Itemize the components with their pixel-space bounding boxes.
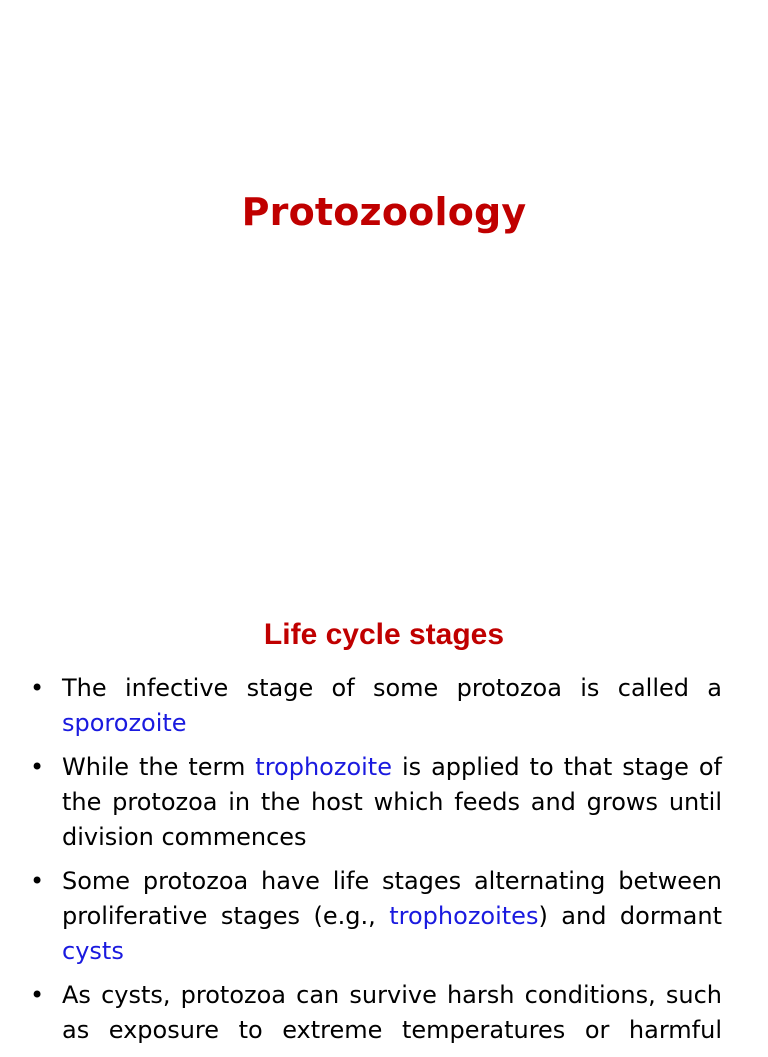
- bullet-text: Some protozoa have life stages alternating between proliferative stages (e.g.,: [62, 867, 722, 930]
- bullet-list: [30, 671, 722, 1057]
- bullet-text: The infective stage of some protozoa is called a: [62, 674, 722, 702]
- term-trophozoite: trophozoite: [255, 753, 392, 781]
- term-trophozoites: trophozoites: [389, 902, 539, 930]
- bullet-text: While the term: [62, 753, 256, 781]
- bullet-icon: •: [30, 981, 45, 1009]
- term-cysts: cysts: [62, 937, 124, 965]
- main-title: Protozoology: [241, 190, 527, 234]
- section-title: Life cycle stages: [263, 618, 505, 651]
- bullet-text: is applied to that stage of the protozoa in the host which feeds and grows until division commences: [62, 753, 722, 851]
- bullet-item-alternating-stages: [30, 864, 722, 969]
- content-slide: [0, 580, 768, 1044]
- bullet-icon: •: [30, 867, 45, 895]
- bullet-item-infective-stage: [30, 671, 722, 741]
- term-sporozoite: sporozoite: [62, 709, 187, 737]
- bullet-icon: •: [30, 753, 45, 781]
- bullet-text: As cysts, protozoa can survive harsh conditions, such as exposure to extreme temperatures or harmful: [62, 981, 722, 1044]
- bullet-icon: •: [30, 674, 45, 702]
- bullet-item-trophozoite: [30, 750, 722, 855]
- bullet-item-cysts-survive: [30, 978, 722, 1048]
- bullet-text: ) and dormant: [538, 902, 722, 930]
